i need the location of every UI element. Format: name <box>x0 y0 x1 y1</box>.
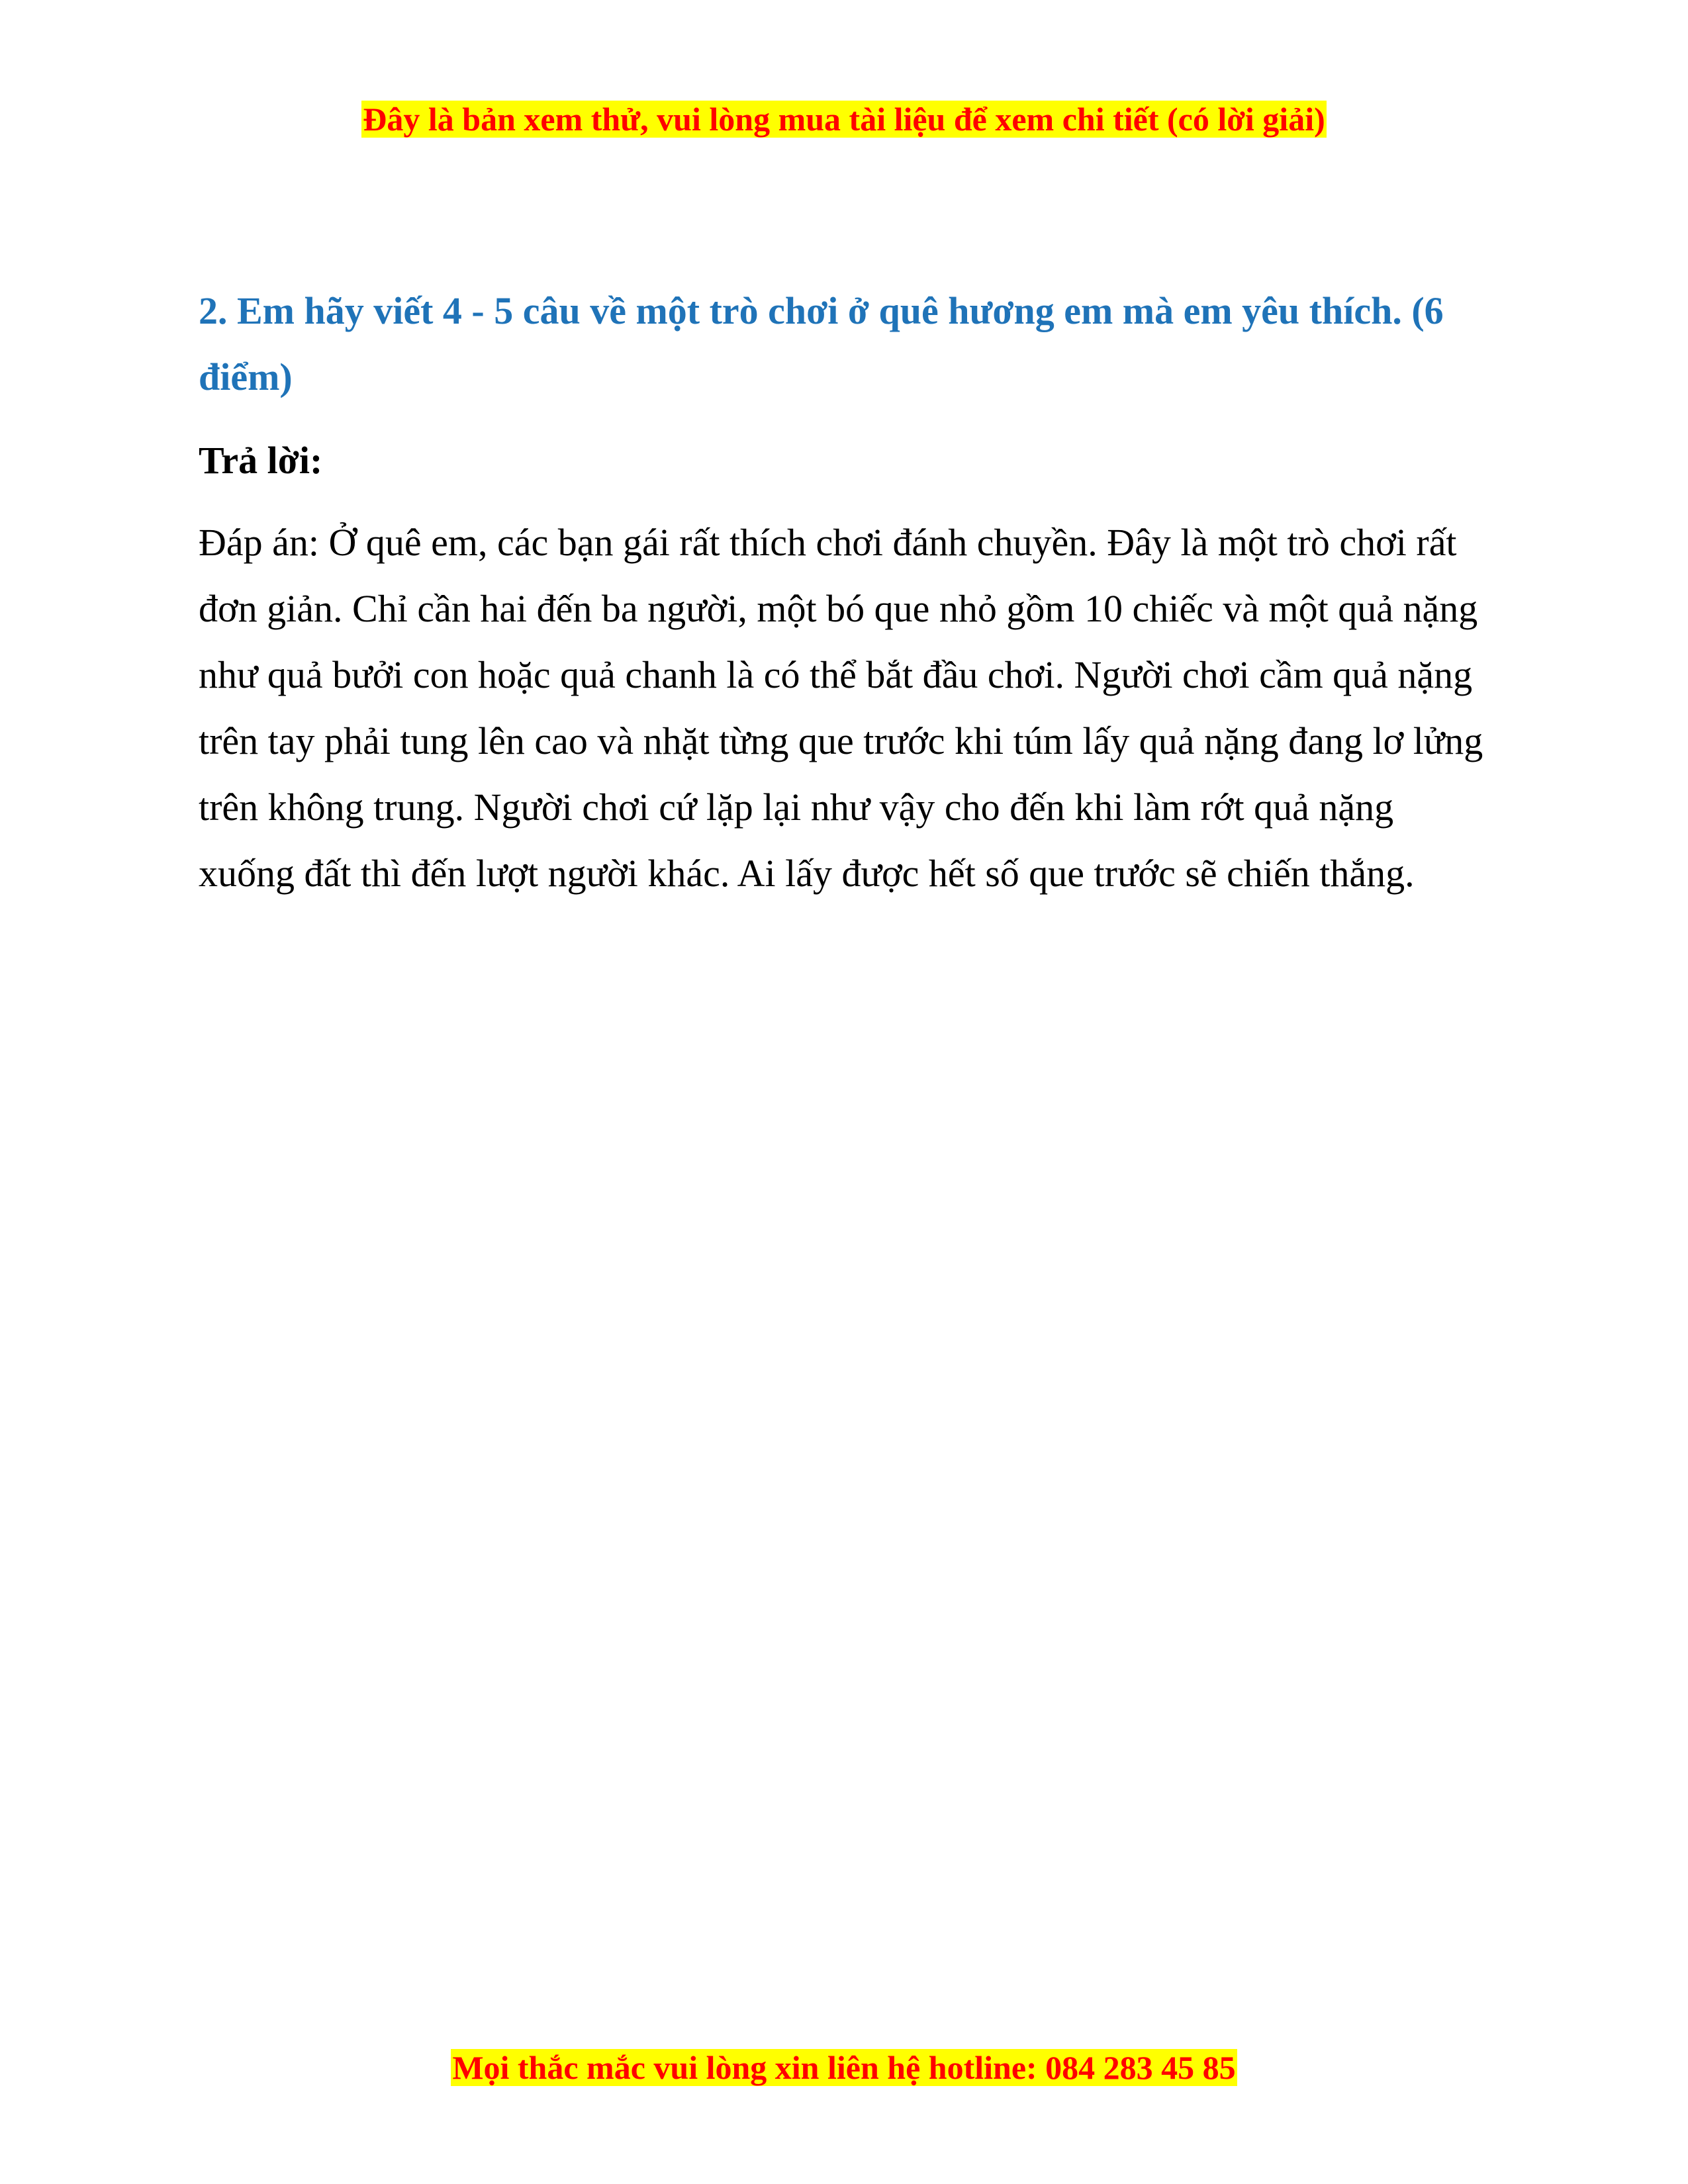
preview-notice-banner <box>0 99 1688 139</box>
document-content <box>199 278 1496 907</box>
hotline-banner <box>0 2048 1688 2087</box>
question-heading: 2. Em hãy viết 4 - 5 câu về một trò chơi ở quê hương em mà em yêu thích. (6 điểm) <box>199 289 1444 398</box>
preview-notice-text: Đây là bản xem thử, vui lòng mua tài liệu để xem chi tiết (có lời giải) <box>363 101 1325 138</box>
answer-paragraph: Đáp án: Ở quê em, các bạn gái rất thích chơi đánh chuyền. Đây là một trò chơi rất đơn giản. Chỉ cần hai đến ba người, một bó que nhỏ gồm 10 chiếc và một quả nặng như quả bưởi con hoặc quả chanh là có thể bắt đầu chơi. Người chơi cầm quả nặng trên tay phải tung lên cao và nhặt từng que trước khi túm lấy quả nặng đang lơ lửng trên không trung. Người chơi cứ lặp lại như vậy cho đến khi làm rớt quả nặng xuống đất thì đến lượt người khác. Ai lấy được hết số que trước sẽ chiến thắng. <box>199 521 1483 895</box>
hotline-text: Mọi thắc mắc vui lòng xin liên hệ hotline: 084 283 45 85 <box>452 2049 1236 2086</box>
answer-label: Trả lời: <box>199 439 323 482</box>
